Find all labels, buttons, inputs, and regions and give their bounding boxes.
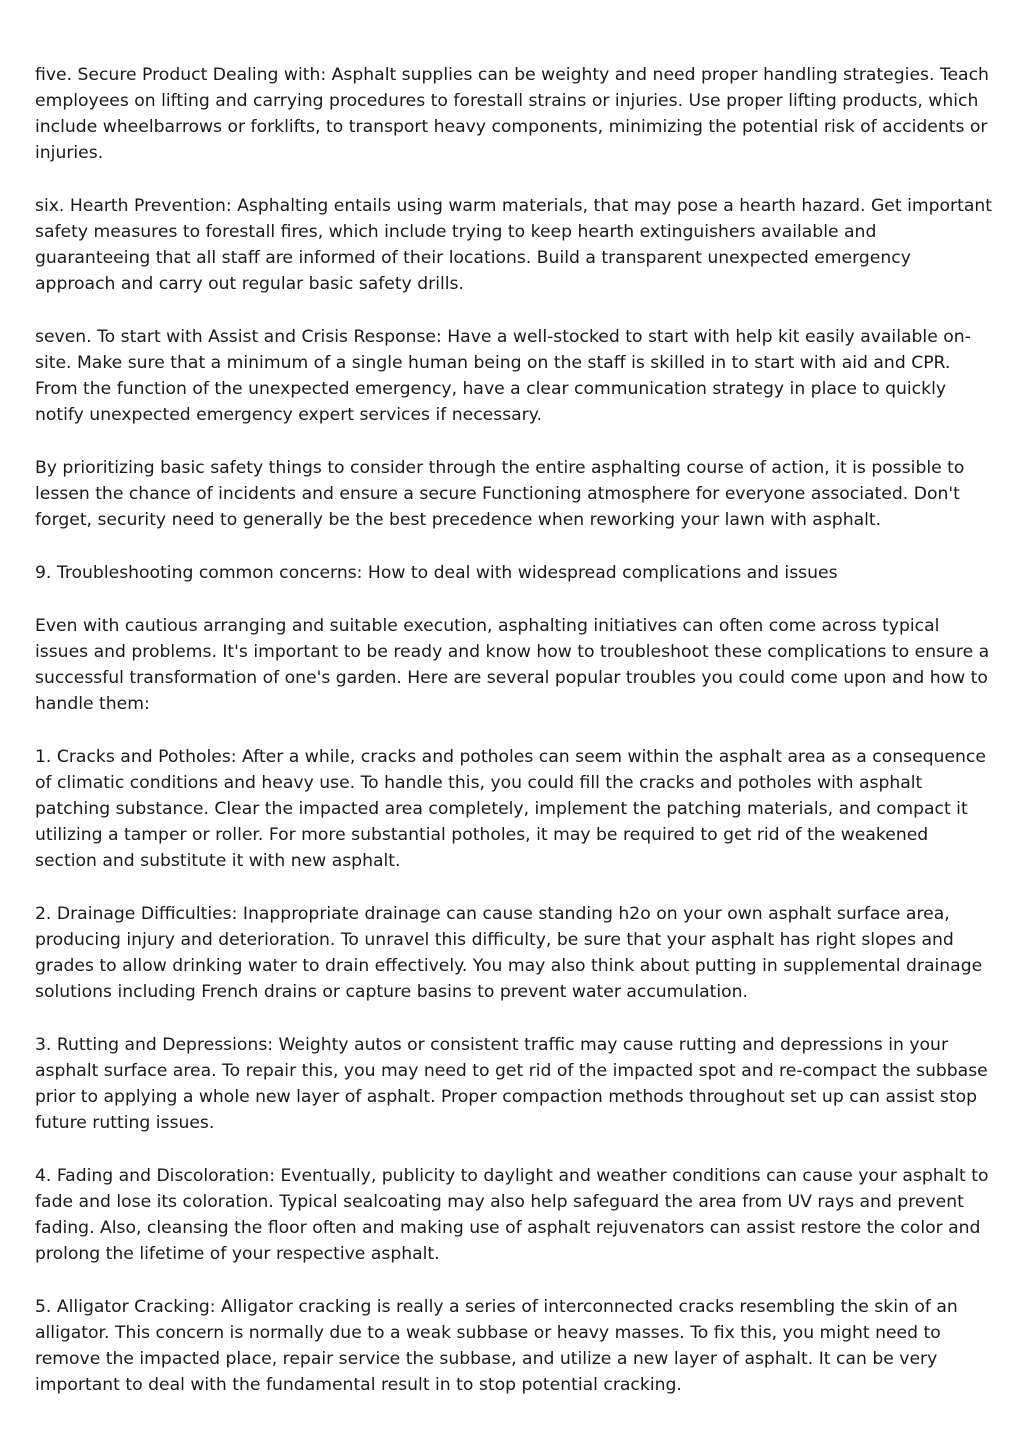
paragraph-drainage: 2. Drainage Difficulties: Inappropriate drainage can cause standing h2o on your own asphalt surface area, producing injury and deterioration. To unravel this difficulty, be sure that your asphalt has right slopes and grades to allow drinking water to drain effectively. You may also think about putting in supplemental drainage solutions including French drains or capture basins to prevent water accumulation. xyxy=(35,904,983,1002)
paragraph-alligator-cracking: 5. Alligator Cracking: Alligator cracking is really a series of interconnected cracks resembling the skin of an alligator. This concern is normally due to a weak subbase or heavy masses. To fix this, you might need to remove the impacted place, repair service the subbase, and utilize a new layer of asphalt. It can be very important to deal with the fundamental result in to stop potential cracking. xyxy=(35,1297,958,1395)
paragraph-rutting: 3. Rutting and Depressions: Weighty autos or consistent traffic may cause rutting and depressions in your asphalt surface area. To repair this, you may need to get rid of the impacted spot and re-compact the subbase prior to applying a whole new layer of asphalt. Proper compaction methods throughout set up can assist stop future rutting issues. xyxy=(35,1035,988,1133)
paragraph-material-handling: five. Secure Product Dealing with: Asphalt supplies can be weighty and need proper handling strategies. Teach employees on lifting and carrying procedures to forestall strains or injuries. Use proper lifting products, which include wheelbarrows or forklifts, to transport heavy components, minimizing the potential risk of accidents or injuries. xyxy=(35,65,989,163)
paragraph-first-aid: seven. To start with Assist and Crisis Response: Have a well-stocked to start with help kit easily available on-site. Make sure that a minimum of a single human being on the staff is skilled in to start with aid and CPR. From the function of the unexpected emergency, have a clear communication strategy in place to quickly notify unexpected emergency expert services if necessary. xyxy=(35,327,971,425)
document-body xyxy=(35,62,993,1425)
paragraph-cracks-potholes: 1. Cracks and Potholes: After a while, cracks and potholes can seem within the asphalt area as a consequence of climatic conditions and heavy use. To handle this, you could fill the cracks and potholes with asphalt patching substance. Clear the impacted area completely, implement the patching materials, and compact it utilizing a tamper or roller. For more substantial potholes, it may be required to get rid of the weakened section and substitute it with new asphalt. xyxy=(35,747,986,871)
paragraph-fire-prevention: six. Hearth Prevention: Asphalting entails using warm materials, that may pose a hearth hazard. Get important safety measures to forestall fires, which include trying to keep hearth extinguishers available and guaranteeing that all staff are informed of their locations. Build a transparent unexpected emergency approach and carry out regular basic safety drills. xyxy=(35,196,992,294)
paragraph-safety-summary: By prioritizing basic safety things to consider through the entire asphalting course of action, it is possible to lessen the chance of incidents and ensure a secure Functioning atmosphere for everyone associated. Don't forget, security need to generally be the best precedence when reworking your lawn with asphalt. xyxy=(35,458,965,530)
paragraph-troubleshooting-intro: Even with cautious arranging and suitable execution, asphalting initiatives can often come across typical issues and problems. It's important to be ready and know how to troubleshoot these complications to ensure a successful transformation of one's garden. Here are several popular troubles you could come upon and how to handle them: xyxy=(35,616,990,714)
section-heading-troubleshooting: 9. Troubleshooting common concerns: How to deal with widespread complications and issues xyxy=(35,563,838,583)
paragraph-fading: 4. Fading and Discoloration: Eventually, publicity to daylight and weather conditions can cause your asphalt to fade and lose its coloration. Typical sealcoating may also help safeguard the area from UV rays and prevent fading. Also, cleansing the floor often and making use of asphalt rejuvenators can assist restore the color and prolong the lifetime of your respective asphalt. xyxy=(35,1166,989,1264)
